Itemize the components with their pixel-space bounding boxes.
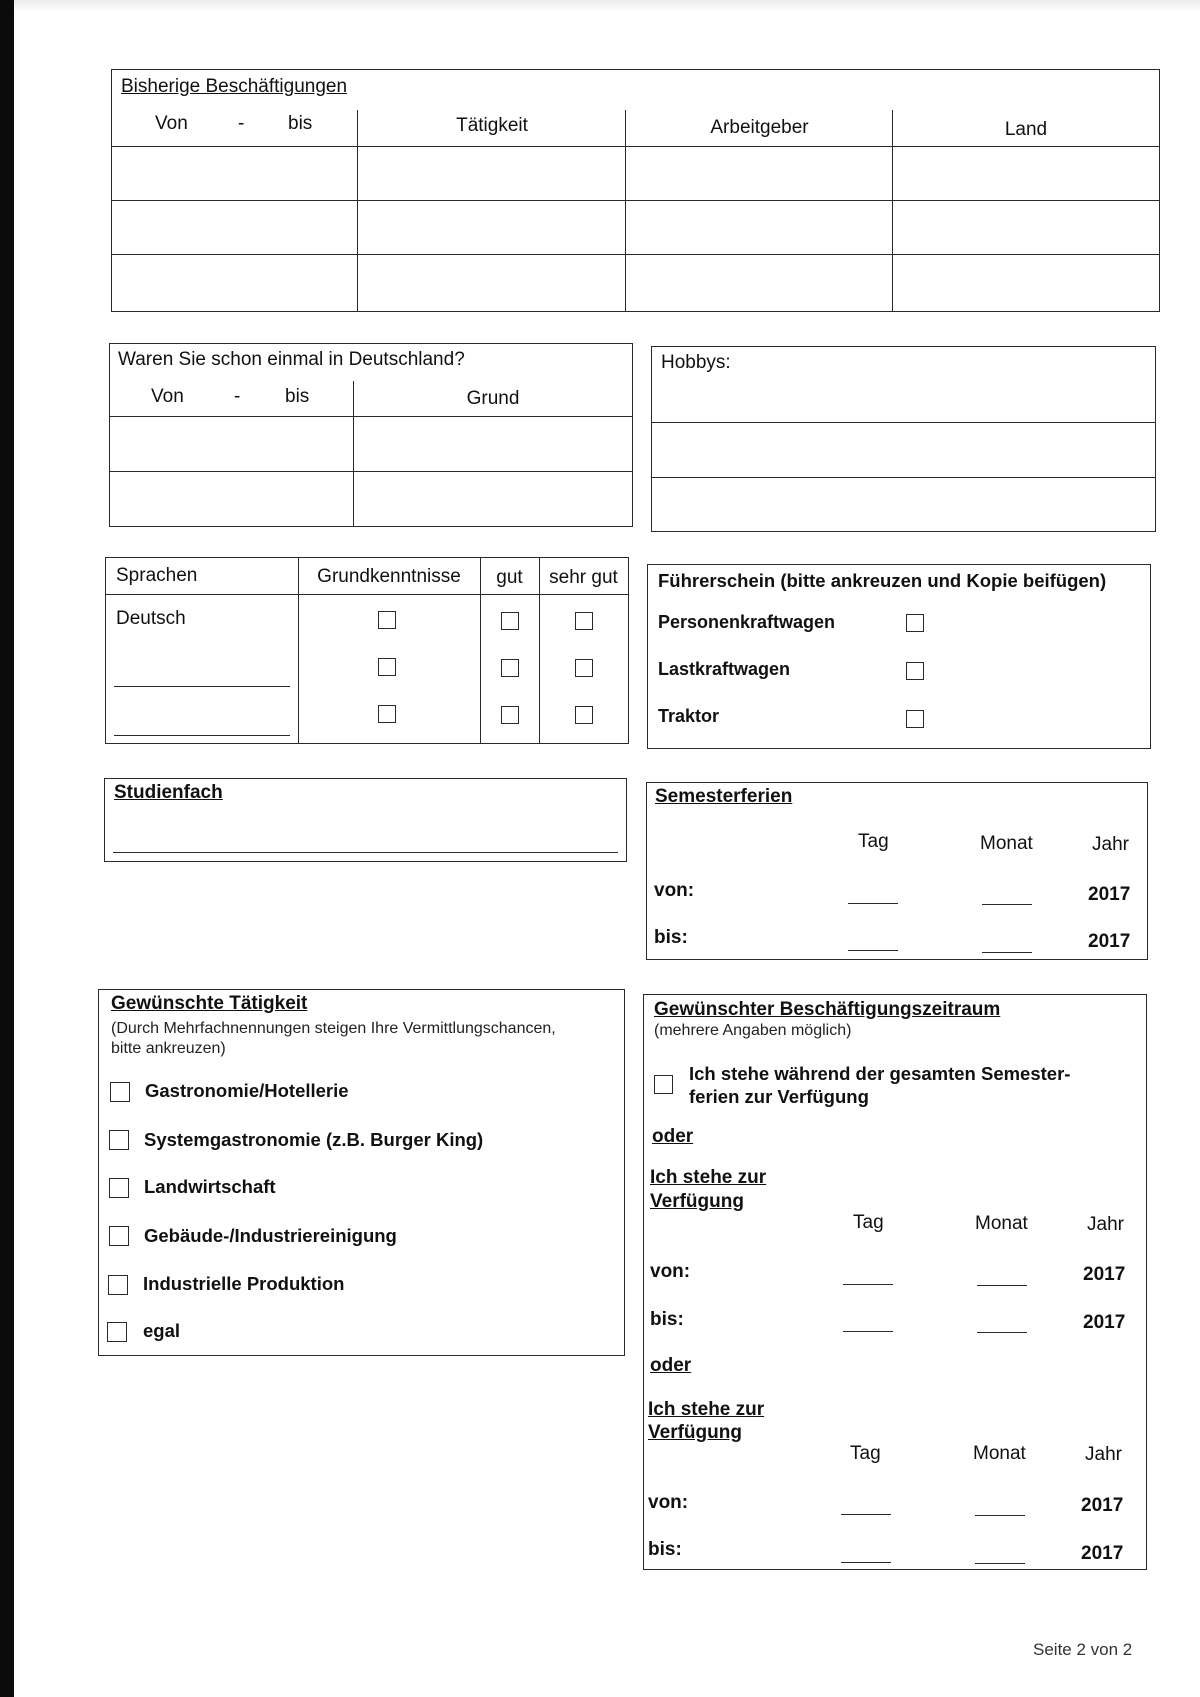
employment-row-line	[112, 200, 1159, 201]
semester-title: Semesterferien	[655, 786, 793, 807]
period-col-year: Jahr	[1085, 1444, 1122, 1465]
employment-col-to: bis	[288, 113, 313, 134]
semester-to-label: bis:	[654, 927, 688, 948]
hobbies-line	[652, 422, 1155, 423]
period-from-label: von:	[648, 1492, 689, 1513]
activity-checkbox[interactable]	[109, 1130, 129, 1150]
semester-from-year: 2017	[1088, 884, 1131, 905]
page-number: Seite 2 von 2	[1033, 1640, 1133, 1659]
language-very-good-checkbox[interactable]	[575, 706, 593, 724]
semester-from-label: von:	[654, 880, 695, 901]
period-col-day: Tag	[853, 1212, 884, 1233]
employment-divider	[357, 110, 358, 311]
semester-from-month-field[interactable]	[982, 904, 1032, 905]
hobbies-title: Hobbys:	[661, 352, 731, 373]
period-or-label: oder	[652, 1126, 694, 1147]
languages-divider	[539, 558, 540, 743]
activity-checkbox[interactable]	[109, 1226, 129, 1246]
activity-option-label: Industrielle Produktion	[143, 1273, 345, 1294]
period-from-month-field[interactable]	[975, 1515, 1025, 1516]
language-very-good-checkbox[interactable]	[575, 659, 593, 677]
activity-checkbox[interactable]	[110, 1082, 130, 1102]
license-title: Führerschein (bitte ankreuzen und Kopie beifügen)	[658, 570, 1107, 591]
period-col-year: Jahr	[1087, 1214, 1124, 1235]
period-note: (mehrere Angaben möglich)	[654, 1022, 852, 1039]
employment-row-line	[112, 146, 1159, 147]
period-to-month-field[interactable]	[975, 1563, 1025, 1564]
languages-col-language: Sprachen	[116, 565, 198, 586]
scan-top-shadow	[14, 0, 1200, 12]
license-item-label: Traktor	[658, 706, 720, 726]
languages-col-good: gut	[496, 567, 523, 588]
period-to-year: 2017	[1081, 1543, 1124, 1564]
employment-divider	[625, 110, 626, 311]
license-checkbox[interactable]	[906, 710, 924, 728]
period-whole-label: Ich stehe während der gesamten Semester-	[689, 1063, 1071, 1084]
scan-edge	[0, 0, 14, 1697]
employment-row-line	[112, 254, 1159, 255]
germany-row-line	[110, 416, 632, 417]
period-avail-label: Verfügung	[648, 1422, 742, 1443]
semester-to-year: 2017	[1088, 931, 1131, 952]
activity-option-label: Gastronomie/Hotellerie	[145, 1080, 349, 1101]
language-good-checkbox[interactable]	[501, 706, 519, 724]
germany-row-line	[110, 471, 632, 472]
activity-option-label: Gebäude-/Industriereinigung	[144, 1225, 397, 1246]
language-write-line[interactable]	[114, 686, 290, 687]
language-basic-checkbox[interactable]	[378, 705, 396, 723]
period-or-label: oder	[650, 1355, 692, 1376]
germany-col-dash: -	[234, 386, 241, 407]
activity-checkbox[interactable]	[109, 1178, 129, 1198]
germany-title: Waren Sie schon einmal in Deutschland?	[118, 349, 465, 370]
employment-table	[111, 69, 1160, 312]
desired-activity-note: bitte ankreuzen)	[111, 1040, 226, 1057]
activity-checkbox[interactable]	[107, 1322, 127, 1342]
semester-box	[646, 782, 1148, 960]
germany-divider	[353, 381, 354, 526]
period-col-day: Tag	[850, 1443, 881, 1464]
period-whole-checkbox[interactable]	[654, 1075, 673, 1094]
languages-divider	[480, 558, 481, 743]
germany-col-to: bis	[285, 386, 310, 407]
period-col-month: Monat	[975, 1213, 1028, 1234]
activity-option-label: Systemgastronomie (z.B. Burger King)	[144, 1129, 484, 1150]
desired-activity-title: Gewünschte Tätigkeit	[111, 993, 308, 1014]
activity-option-label: egal	[143, 1320, 181, 1341]
semester-col-day: Tag	[858, 831, 889, 852]
period-avail-label: Ich stehe zur	[648, 1399, 765, 1420]
languages-col-basic: Grundkenntnisse	[317, 566, 461, 587]
period-from-month-field[interactable]	[977, 1285, 1027, 1286]
germany-col-reason: Grund	[466, 388, 520, 409]
license-item-label: Lastkraftwagen	[658, 659, 791, 679]
semester-to-month-field[interactable]	[982, 952, 1032, 953]
germany-col-from: Von	[151, 386, 184, 407]
license-checkbox[interactable]	[906, 662, 924, 680]
period-from-label: von:	[650, 1261, 691, 1282]
period-to-label: bis:	[650, 1309, 684, 1330]
employment-col-country: Land	[1004, 119, 1048, 140]
period-avail-label: Ich stehe zur	[650, 1167, 767, 1188]
period-to-year: 2017	[1083, 1312, 1126, 1333]
license-item-label: Personenkraftwagen	[658, 612, 836, 632]
period-to-month-field[interactable]	[977, 1332, 1027, 1333]
desired-activity-note: (Durch Mehrfachnennungen steigen Ihre Vermittlungschancen,	[111, 1020, 556, 1037]
languages-header-line	[106, 594, 628, 595]
language-good-checkbox[interactable]	[501, 659, 519, 677]
period-whole-label: ferien zur Verfügung	[689, 1086, 869, 1107]
language-row-label: Deutsch	[116, 608, 186, 629]
hobbies-line	[652, 477, 1155, 478]
employment-col-dash: -	[238, 113, 245, 134]
employment-title: Bisherige Beschäftigungen	[121, 76, 348, 97]
semester-from-day-field[interactable]	[848, 903, 898, 904]
semester-to-day-field[interactable]	[848, 950, 898, 951]
languages-divider	[298, 558, 299, 743]
language-write-line[interactable]	[114, 735, 290, 736]
employment-col-activity: Tätigkeit	[456, 115, 528, 136]
study-title: Studienfach	[114, 782, 223, 803]
period-from-day-field[interactable]	[843, 1284, 893, 1285]
license-checkbox[interactable]	[906, 614, 924, 632]
language-basic-checkbox[interactable]	[378, 658, 396, 676]
period-from-day-field[interactable]	[841, 1514, 891, 1515]
period-to-day-field[interactable]	[841, 1562, 891, 1563]
period-title: Gewünschter Beschäftigungszeitraum	[654, 999, 1001, 1020]
employment-col-employer: Arbeitgeber	[710, 117, 809, 138]
activity-checkbox[interactable]	[108, 1275, 128, 1295]
languages-col-very-good: sehr gut	[549, 567, 618, 588]
language-basic-checkbox[interactable]	[378, 611, 396, 629]
period-to-day-field[interactable]	[843, 1331, 893, 1332]
language-good-checkbox[interactable]	[501, 612, 519, 630]
period-from-year: 2017	[1083, 1264, 1126, 1285]
period-avail-label: Verfügung	[650, 1191, 744, 1212]
employment-col-from: Von	[155, 113, 188, 134]
activity-option-label: Landwirtschaft	[144, 1176, 276, 1197]
study-write-line[interactable]	[113, 852, 618, 853]
period-col-month: Monat	[973, 1443, 1026, 1464]
language-very-good-checkbox[interactable]	[575, 612, 593, 630]
period-from-year: 2017	[1081, 1495, 1124, 1516]
semester-col-year: Jahr	[1092, 834, 1129, 855]
period-to-label: bis:	[648, 1539, 682, 1560]
semester-col-month: Monat	[980, 833, 1033, 854]
employment-divider	[892, 110, 893, 311]
